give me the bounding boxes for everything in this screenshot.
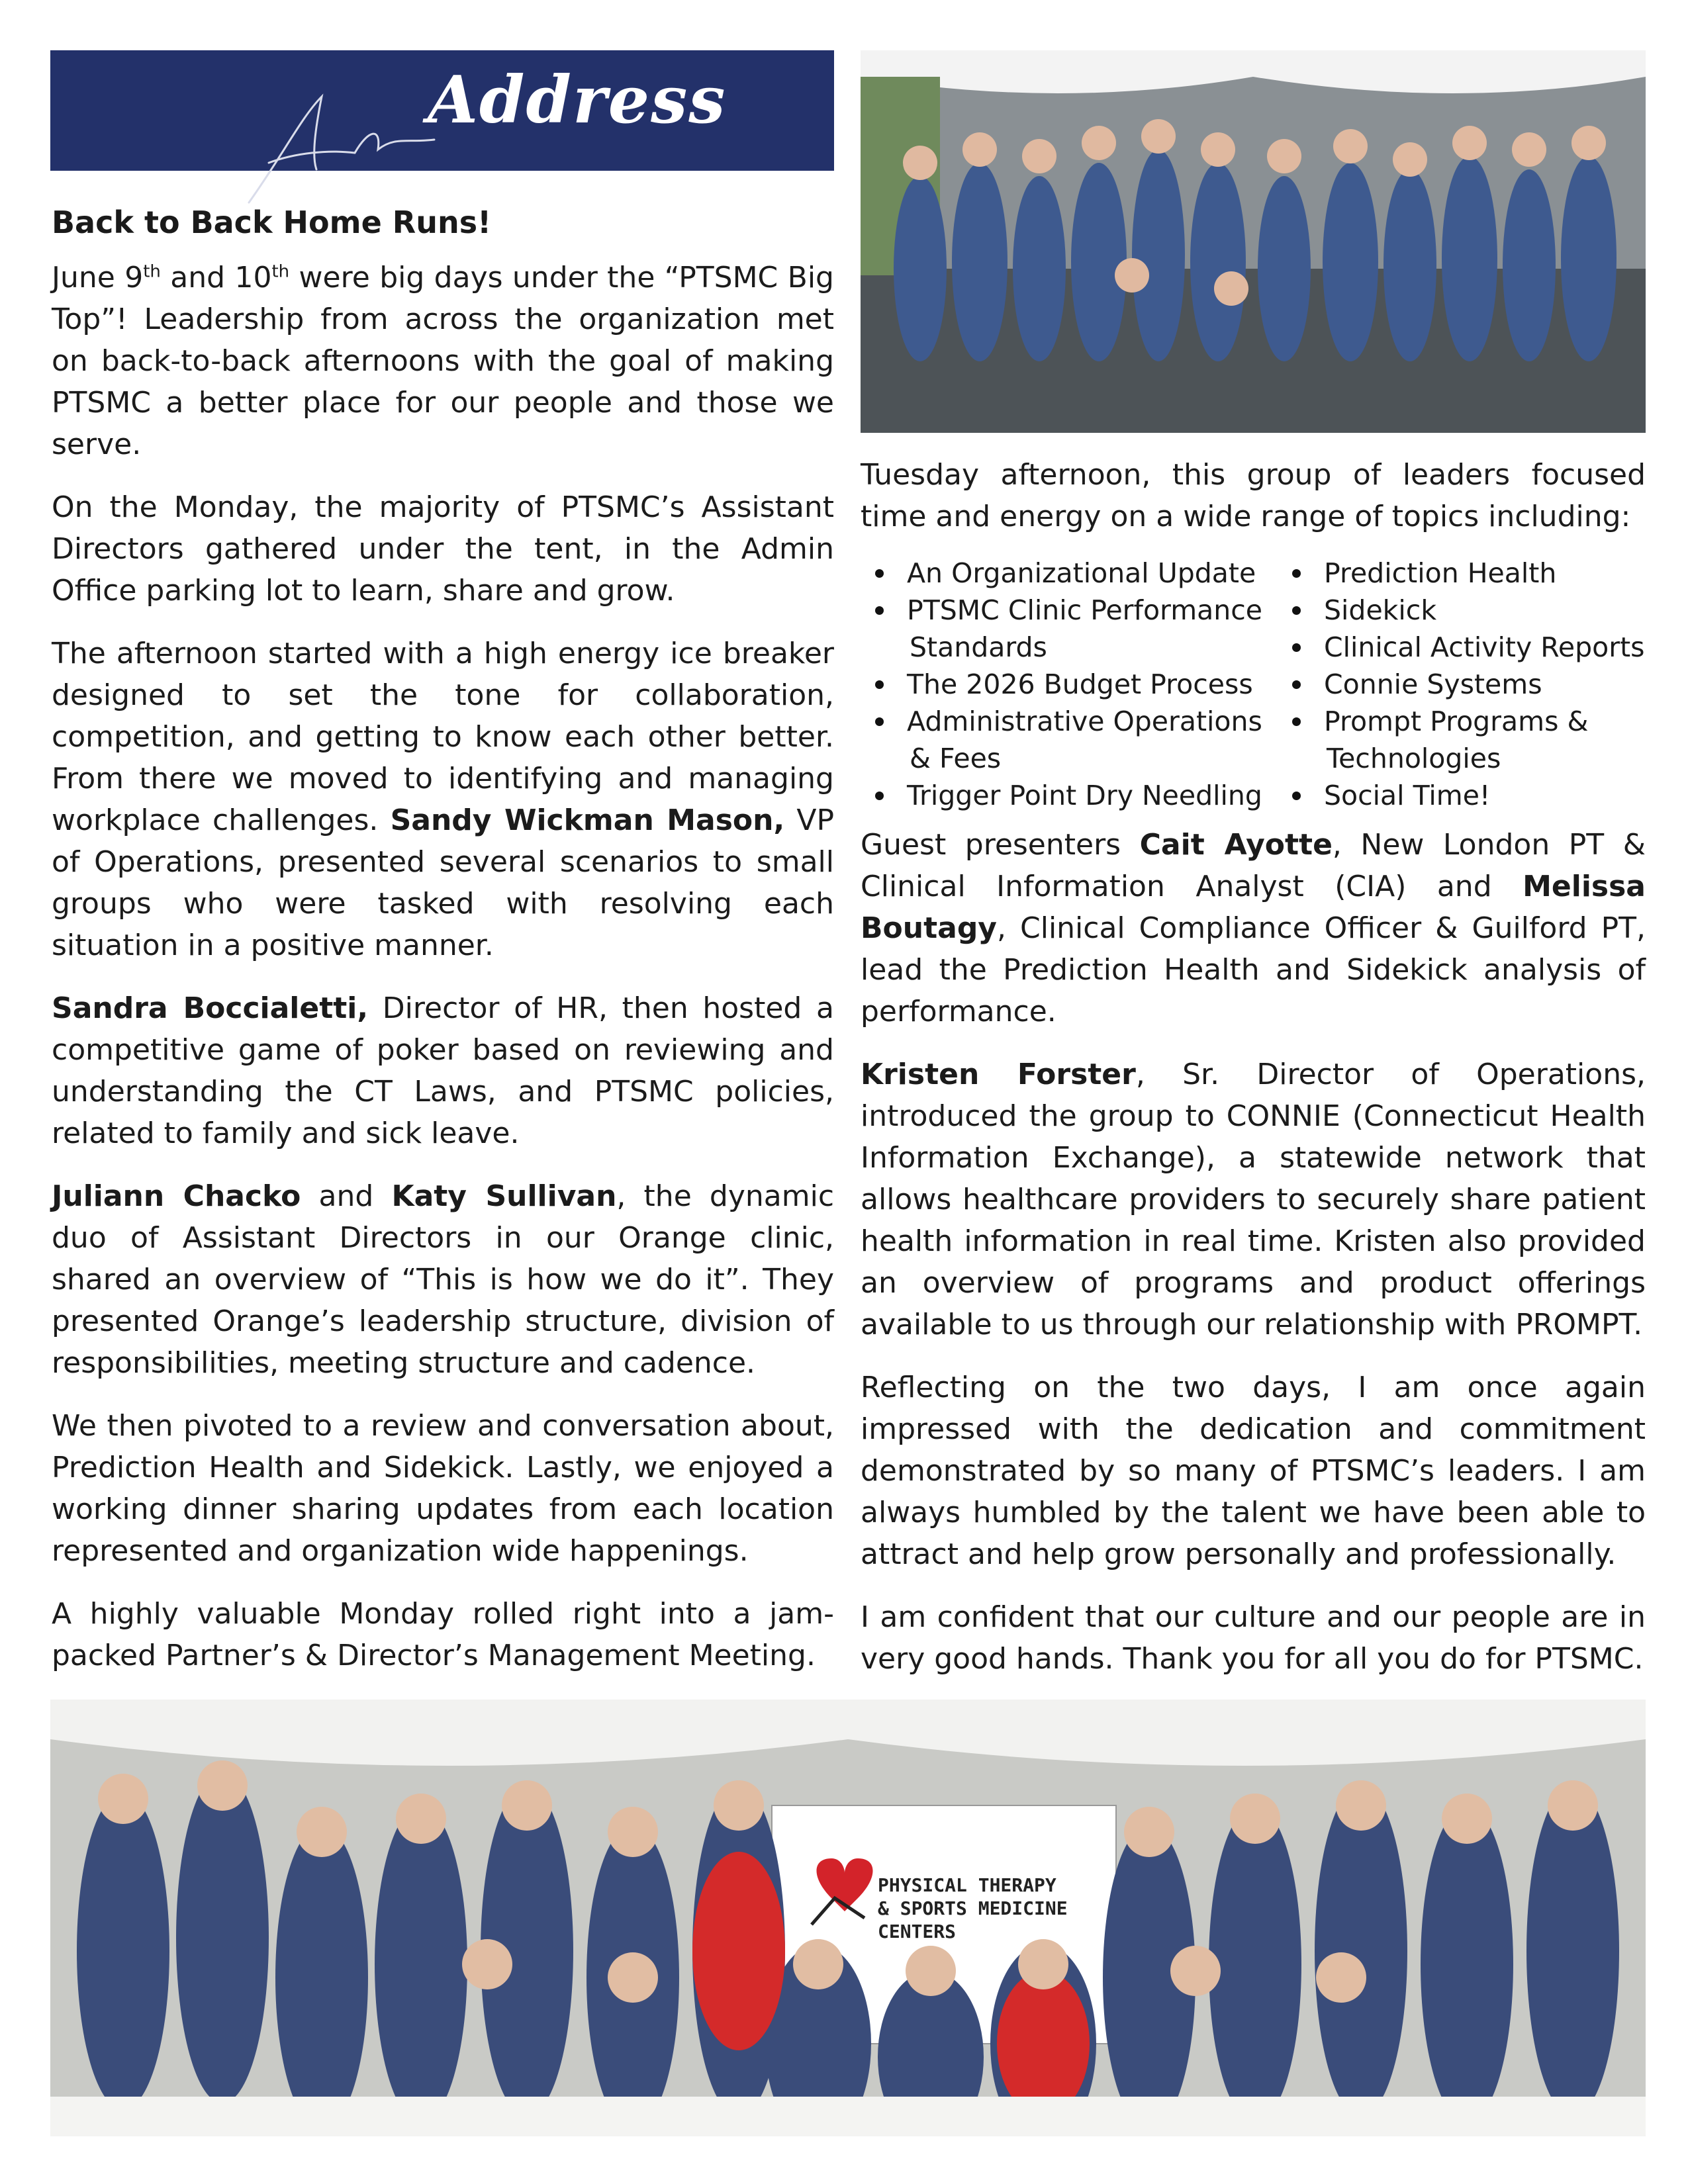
list-item: Clinical Activity Reports (1278, 629, 1645, 666)
list-item: Social Time! (1278, 777, 1645, 814)
paragraph-5: Juliann Chacko and Katy Sullivan, the dynamic duo of Assistant Directors in our Orange clinic, shared an overview of “This is how we do it”. They presented Orange’s leadership structure, division of responsibilities, meeting structure and cadence. (52, 1179, 835, 1380)
list-item: The 2026 Budget Process (861, 666, 1262, 703)
paragraph-guest-presenters: Guest presenters Cait Ayotte, New London PT & Clinical Information Analyst (CIA) and Melissa Boutagy, Clinical Compliance Officer & Guilford PT, lead the Prediction Health and Sidekick analysis of performance. (861, 828, 1646, 1028)
paragraph-2: On the Monday, the majority of PTSMC’s Assistant Directors gathered under the tent, in the Admin Office parking lot to learn, share and grow. (52, 490, 834, 608)
right-column-body (861, 824, 1646, 1701)
topics-list-left (861, 555, 1262, 814)
list-item: An Organizational Update (861, 555, 1262, 592)
banner-line-1: PHYSICAL THERAPY (878, 1874, 1056, 1896)
banner-line-2: & SPORTS MEDICINE (878, 1897, 1068, 1919)
paragraph-connie: Kristen Forster, Sr. Director of Operations, introduced the group to CONNIE (Connecticut Health Information Exchange), a statewide network that allows healthcare providers to securely share patient health information in real time. Kristen also provided an overview of programs and product offerings available to us through our relationship with PROMPT. (861, 1058, 1646, 1342)
list-item: Connie Systems (1278, 666, 1645, 703)
list-item: PTSMC Clinic Performance Standards (861, 592, 1262, 666)
paragraph-reflecting: Reflecting on the two days, I am once again impressed with the dedication and commitment demonstrated by so many of PTSMC’s leaders. I am always humbled by the talent we have been able to attract and help grow personally and professionally. (861, 1371, 1646, 1571)
paragraph-7: A highly valuable Monday rolled right into a jam-packed Partner’s & Director’s Management Meeting. (52, 1597, 834, 1672)
list-item: Prompt Programs & Technologies (1278, 703, 1645, 777)
left-column (52, 203, 834, 1698)
banner-title: Address (428, 62, 727, 138)
article-heading: Back to Back Home Runs! (52, 205, 492, 240)
paragraph-confident: I am confident that our culture and our people are in very good hands. Thank you for all you do for PTSMC. (861, 1600, 1646, 1676)
list-item: Administrative Operations & Fees (861, 703, 1262, 777)
paragraph-3: The afternoon started with a high energy ice breaker designed to set the tone for collaboration, competition, and getting to know each other better. From there we moved to identifying and managing workplace challenges. Sandy Wickman Mason, VP of Operations, presented several scenarios to small groups who were tasked with resolving each situation in a positive manner. (52, 637, 835, 962)
list-item: Prediction Health (1278, 555, 1645, 592)
banner-line-3: CENTERS (878, 1921, 957, 1942)
group-photo-bottom (50, 1700, 1646, 2136)
list-item: Trigger Point Dry Needling (861, 777, 1262, 814)
paragraph-4: Sandra Boccialetti, Director of HR, then hosted a competitive game of poker based on reviewing and understanding the CT Laws, and PTSMC policies, related to family and sick leave. (52, 991, 834, 1150)
paragraph-tuesday: Tuesday afternoon, this group of leaders focused time and energy on a wide range of topics including: (861, 458, 1646, 533)
right-column-intro (861, 454, 1646, 559)
paragraph-1: June 9th and 10th were big days under the “PTSMC Big Top”! Leadership from across the organization met on back-to-back afternoons with the goal of making PTSMC a better place for our people and those we serve. (52, 261, 834, 461)
group-photo-top (861, 50, 1646, 433)
paragraph-6: We then pivoted to a review and conversation about, Prediction Health and Sidekick. Lastly, we enjoyed a working dinner sharing updates from each location represented and organization wide happenings. (52, 1409, 834, 1568)
list-item: Sidekick (1278, 592, 1645, 629)
topics-list-right (1278, 555, 1645, 814)
address-banner (50, 50, 834, 171)
signature-graphic (242, 90, 441, 209)
